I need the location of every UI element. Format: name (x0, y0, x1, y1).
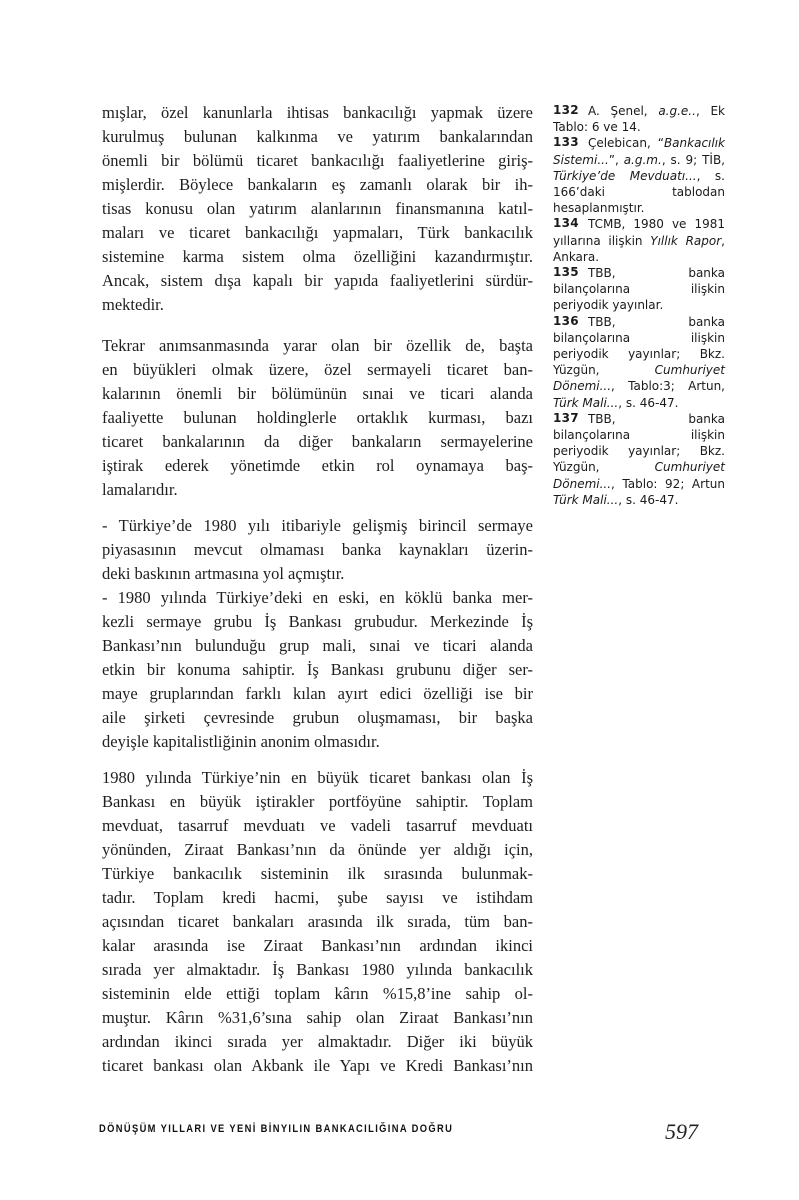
footnote-citation-italic: Türk Mali... (553, 395, 619, 410)
footnote-citation-italic: Bankacılık Sistemi... (553, 136, 725, 167)
footnote-citation-italic: Türkiye’de Mevduatı... (553, 168, 697, 183)
footnote-number: 133 (553, 135, 579, 150)
body-text-line: piyasasının mevcut olmaması banka kaynakları üzerin- (102, 540, 533, 559)
footnote-text: , Ankara. (553, 233, 725, 264)
footnote (553, 411, 725, 508)
body-text-line: mektedir. (102, 295, 164, 314)
body-text-line: ardından ikinci sırada yer almaktadır. Diğer iki büyük (102, 1032, 533, 1051)
page-number: 597 (665, 1119, 698, 1144)
body-text-line: mevduat, tasarruf mevduatı ve vadeli tasarruf mevduatı (102, 816, 533, 835)
body-text-line: tisas konusu olan yatırım alanlarının finansmanına katıl- (102, 199, 533, 218)
body-text-line: 1980 yılında Türkiye’nin en büyük ticaret bankası olan İş (102, 768, 533, 787)
body-text-line: Tekrar anımsanmasında yarar olan bir özellik de, başta (102, 336, 533, 355)
body-text-line: tadır. Toplam kredi hacmi, şube sayısı ve istihdam (102, 888, 533, 907)
body-column (102, 101, 533, 1078)
footnote (553, 135, 725, 216)
footnote (553, 216, 725, 265)
footnote-citation-italic: Türk Mali... (553, 492, 619, 507)
body-text-line: kezli sermaye grubu İş Bankası grubudur. Merkezinde İş (102, 612, 533, 631)
footnote-text: Çelebican, “ (587, 136, 664, 151)
footnote-number: 134 (553, 216, 579, 231)
body-text-line: deki baskının artmasına yol açmıştır. (102, 564, 345, 583)
body-text-line: kurulmuş bulunan kalkınma ve yatırım bankalarından (102, 127, 533, 146)
body-text-line: - 1980 yılında Türkiye’deki en eski, en köklü banka mer- (102, 588, 533, 607)
body-text-line: kalar arasında ise Ziraat Bankası’nın ardından ikinci (102, 936, 533, 955)
footnote-column (553, 103, 725, 508)
footnote-number: 136 (553, 313, 579, 328)
body-text-line: faaliyette bulunan holdinglerle ortaklık kurması, bazı (102, 408, 533, 427)
footnote (553, 314, 725, 411)
footnote-text: , s. 9; TİB, (661, 152, 725, 167)
footnote-text: , Ek Tablo: 6 ve 14. (553, 104, 725, 135)
body-text-line: sistemine karma sistem olma özelliğini kazandırmıştır. (102, 247, 533, 266)
footnote-citation-italic: Cumhuriyet Dönemi... (553, 363, 725, 394)
footnote-text: , s. 46-47. (618, 492, 679, 507)
footnote-text: , Tablo:3; Artun, (611, 379, 725, 394)
body-text-line: maye gruplarından farklı kılan ayırt edici özelliği ise bir (102, 684, 533, 703)
body-text-line: en büyükleri olmak üzere, özel sermayeli ticaret ban- (102, 360, 533, 379)
footnote-text: , s. 166’daki tablodan hesaplanmıştır. (553, 168, 725, 216)
body-text-line: deyişle kapitalistliğinin anonim olmasıdır. (102, 732, 380, 751)
body-text-line: lamalarıdır. (102, 480, 178, 499)
footnote-number: 135 (553, 265, 579, 280)
body-text-line: iştirak ederek yönetimde etkin rol oynamaya baş- (102, 456, 533, 475)
footnote-text: TBB, banka bilançolarına ilişkin periyodik yayınlar. (553, 266, 725, 313)
footnote (553, 103, 725, 135)
body-text-line: sisteminin elde ettiği toplam kârın %15,8’ine sahip ol- (102, 984, 533, 1003)
footnote (553, 265, 725, 314)
body-text-line: açısından ticaret bankaları arasında ilk sırada, tüm ban- (102, 912, 533, 931)
body-text-line: Türkiye bankacılık sisteminin ilk sırasında bulunmak- (102, 864, 533, 883)
footnote-citation-italic: Yıllık Rapor (650, 233, 722, 248)
body-text-line: ticaret bankası olan Akbank ile Yapı ve Kredi Bankası’nın (102, 1056, 533, 1075)
body-text-line: maları ve ticaret bankacılığı yapmaları, Türk bankacılık (102, 223, 533, 242)
footnote-text: ”, (608, 152, 624, 167)
paragraph (102, 766, 533, 1078)
footnote-text: TCMB, 1980 ve 1981 yıllarına ilişkin (553, 217, 725, 248)
body-text-line: mişlerdir. Böylece bankaların eş zamanlı olarak bir ih- (102, 175, 533, 194)
body-text-line: Bankası’nın bulunduğu grup mali, sınai ve ticari alanda (102, 636, 533, 655)
body-text-line: Ancak, sistem dışa kapalı bir yapıda faaliyetlerini sürdür- (102, 271, 533, 290)
footnote-text: TBB, banka bilançolarına ilişkin periyodik yayınlar; Bkz. Yüzgün, (553, 314, 725, 378)
footnote-citation-italic: Cumhuriyet Dönemi... (553, 460, 725, 491)
body-text-line: ticaret bankalarının da diğer bankaların sermayelerine (102, 432, 533, 451)
footnote-text: A. Şenel, (587, 104, 659, 118)
footnote-text: , Tablo: 92; Artun (611, 476, 725, 491)
footnote-citation-italic: a.g.m. (623, 152, 662, 167)
footnote-text: TBB, banka bilançolarına ilişkin periyodik yayınlar; Bkz. Yüzgün, (553, 411, 725, 475)
body-text-line: Bankası en büyük iştirakler portföyüne sahiptir. Toplam (102, 792, 533, 811)
body-text-line: mışlar, özel kanunlarla ihtisas bankacılığı yapmak üzere (102, 103, 533, 122)
body-text-line: önemli bir bölümü ticaret bankacılığı faaliyetlerine giriş- (102, 151, 533, 170)
running-title: DÖNÜŞÜM YILLARI VE YENİ BİNYILIN BANKACILIĞINA DOĞRU (99, 1123, 454, 1135)
paragraph (102, 101, 533, 317)
paragraph (102, 334, 533, 502)
body-text-line: aile şirketi çevresinde grubun oluşmaması, bir başka (102, 708, 533, 727)
paragraph (102, 514, 533, 754)
body-text-line: kalarının önemli bir bölümünün sınai ve ticari alanda (102, 384, 533, 403)
body-text-line: sırada yer almaktadır. İş Bankası 1980 yılında bankacılık (102, 960, 533, 979)
body-text-line: muştur. Kârın %31,6’sına sahip olan Ziraat Bankası’nın (102, 1008, 533, 1027)
footnote-number: 132 (553, 103, 579, 117)
footnote-text: , s. 46-47. (618, 395, 679, 410)
body-text-line: - Türkiye’de 1980 yılı itibariyle gelişmiş birincil sermaye (102, 516, 533, 535)
body-text-line: yönünden, Ziraat Bankası’nın da önünde yer aldığı için, (102, 840, 533, 859)
footnote-number: 137 (553, 410, 579, 425)
footnote-citation-italic: a.g.e.. (658, 104, 696, 118)
body-text-line: etkin bir konuma sahiptir. İş Bankası grubunu diğer ser- (102, 660, 533, 679)
